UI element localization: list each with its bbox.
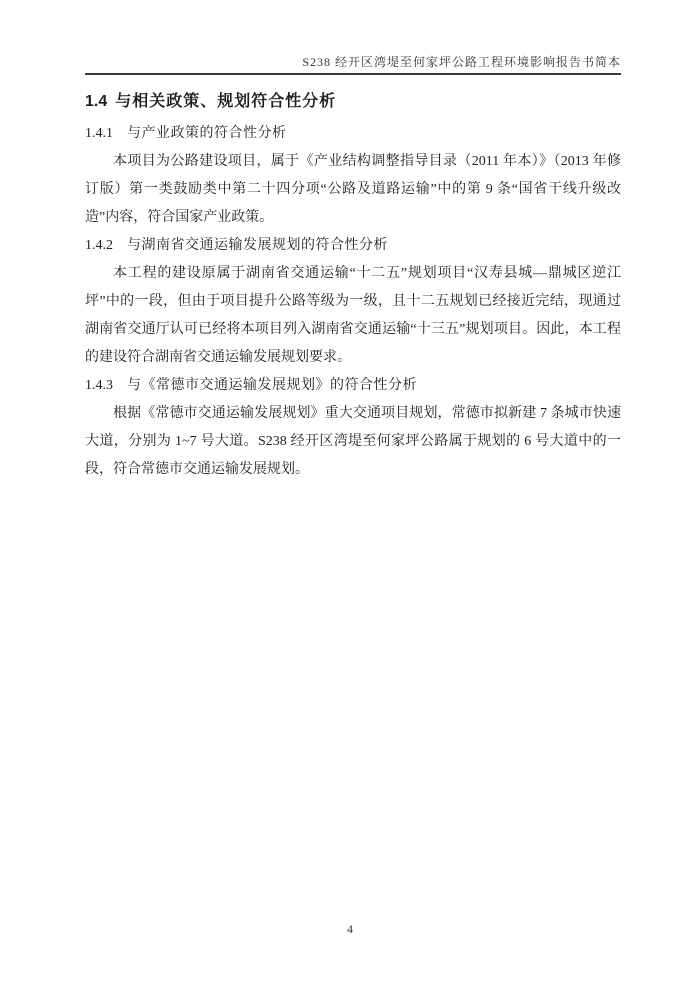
subsection-number: 1.4.1 — [85, 126, 113, 141]
subsection-title: 与《常德市交通运输发展规划》的符合性分析 — [127, 378, 417, 393]
subsection-number: 1.4.3 — [85, 378, 113, 393]
page-number: 4 — [347, 922, 353, 936]
section-heading-1-4 — [85, 90, 621, 114]
subsection-title: 与产业政策的符合性分析 — [127, 126, 287, 141]
subsection-number: 1.4.2 — [85, 238, 113, 253]
section-title: 与相关政策、规划符合性分析 — [115, 93, 337, 110]
header-rule — [85, 73, 621, 75]
paragraph-industrial-policy: 本项目为公路建设项目，属于《产业结构调整指导目录（2011 年本）》（2013 年修订版）第一类鼓励类中第二十四分项“公路及道路运输”中的第 9 条“国省干线升级改造”内容，符合国家产业政策。 — [85, 154, 621, 225]
document-body — [85, 90, 621, 484]
paragraph-hunan-transport-plan: 本工程的建设原属于湖南省交通运输“十二五”规划项目“汉寿县城—鼎城区逆江坪”中的一段，但由于项目提升公路等级为一级，且十二五规划已经接近完结，现通过湖南省交通厅认可已经将本项目列入湖南省交通运输“十三五”规划项目。因此，本工程的建设符合湖南省交通运输发展规划要求。 — [85, 266, 621, 365]
page-header — [85, 54, 621, 75]
running-header-title: S238 经开区湾堤至何家坪公路工程环境影响报告书简本 — [302, 55, 621, 69]
subsection-title: 与湖南省交通运输发展规划的符合性分析 — [127, 238, 388, 253]
section-number: 1.4 — [85, 93, 108, 110]
paragraph-changde-transport-plan: 根据《常德市交通运输发展规划》重大交通项目规划，常德市拟新建 7 条城市快速大道，分别为 1~7 号大道。S238 经开区湾堤至何家坪公路属于规划的 6 号大道中的一段，符合常德市交通运输发展规划。 — [85, 406, 621, 477]
subsection-heading-1-4-2 — [85, 232, 621, 260]
subsection-heading-1-4-1 — [85, 120, 621, 148]
subsection-heading-1-4-3 — [85, 372, 621, 400]
